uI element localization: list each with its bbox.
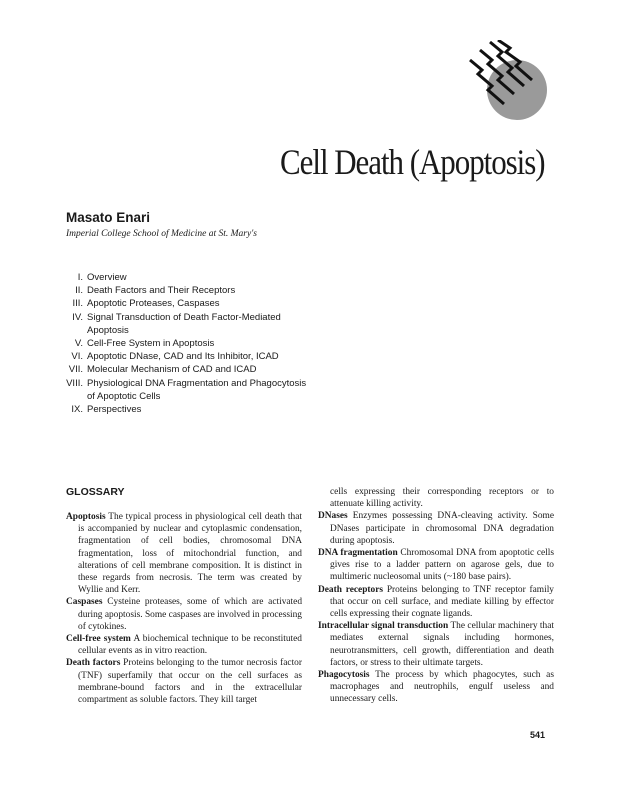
toc-item	[50, 377, 307, 403]
toc-text: Cell-Free System in Apoptosis	[87, 338, 215, 350]
glossary-term: Apoptosis	[66, 512, 106, 522]
toc-item	[50, 363, 307, 376]
toc-text: Death Factors and Their Receptors	[87, 285, 236, 297]
glossary-entry	[66, 511, 302, 596]
glossary-entry	[318, 669, 554, 706]
glossary-entry	[318, 620, 554, 669]
toc-text: Signal Transduction of Death Factor-Mediated Apoptosis	[87, 311, 281, 336]
chapter-logo-icon	[462, 40, 557, 125]
toc-text: Physiological DNA Fragmentation and Phagocytosis of Apoptotic Cells	[87, 377, 307, 402]
toc-text: Perspectives	[87, 404, 142, 416]
toc-text: Molecular Mechanism of CAD and ICAD	[87, 364, 257, 376]
toc-number: IV.	[72, 311, 83, 323]
chapter-title: Cell Death (Apoptosis)	[280, 142, 545, 182]
glossary-entry	[66, 633, 302, 657]
toc-text: Apoptotic DNase, CAD and Its Inhibitor, ICAD	[87, 351, 279, 363]
table-of-contents	[50, 271, 307, 416]
glossary-term: Intracellular signal transduction	[318, 621, 449, 632]
glossary-term: Caspases	[66, 597, 103, 608]
page-number: 541	[529, 730, 545, 740]
glossary-term: Cell-free system	[66, 634, 131, 645]
glossary-definition: The cellular machinery that mediates external signals including hormones, neurotransmitters, cell growth, differentiation and death factors, or stress to their ultimate targets.	[330, 621, 554, 668]
glossary-definition: A biochemical technique to be reconstituted cellular events as in vitro reaction.	[78, 634, 302, 657]
toc-item	[50, 284, 307, 297]
author-affiliation: Imperial College School of Medicine at St. Mary's	[66, 229, 257, 239]
glossary-entry	[318, 510, 554, 547]
toc-number: VIII.	[66, 377, 83, 389]
toc-number: VI.	[71, 351, 83, 363]
glossary-term: DNA fragmentation	[318, 548, 398, 559]
toc-item	[50, 337, 307, 350]
glossary-heading: GLOSSARY	[66, 486, 125, 498]
toc-number: II.	[75, 285, 83, 297]
glossary-term: Death factors	[66, 658, 121, 669]
glossary-definition: Enzymes possessing DNA-cleaving activity. Some DNases participate in chromosomal DNA degradation during apoptosis.	[330, 511, 554, 546]
glossary-term: DNases	[318, 511, 348, 522]
toc-item	[50, 311, 307, 337]
glossary-entry	[66, 596, 302, 633]
glossary-definition: The process by which phagocytes, such as macrophages and neutrophils, engulf useless and unnecessary cells.	[330, 670, 554, 705]
toc-number: I.	[77, 272, 83, 283]
glossary-entry	[318, 547, 554, 584]
toc-text: Apoptotic Proteases, Caspases	[87, 298, 220, 310]
glossary-term: Phagocytosis	[318, 670, 370, 681]
glossary-definition: The typical process in physiological cell death that is accompanied by nuclear and cytoplasmic condensation, fragmentation of cell bodies, chromosomal DNA fragmentation, loss of mitochondrial function, and alterations of cell membrane composition. It is distinct in these regards from necrosis. The term was created by Wyllie and Kerr.	[78, 512, 302, 596]
toc-item	[50, 297, 307, 310]
author-name: Masato Enari	[66, 210, 151, 225]
toc-number: III.	[72, 298, 83, 310]
toc-item	[50, 403, 307, 416]
glossary-definition: Cysteine proteases, some of which are activated during apoptosis. Some caspases are involved in processing of cytokines.	[78, 597, 303, 632]
toc-number: V.	[74, 338, 83, 350]
glossary-definition: Chromosomal DNA from apoptotic cells gives rise to a ladder pattern on agarose gels, due to multimeric nucleosomal units (~180 base pairs).	[330, 548, 555, 583]
glossary-entry	[66, 657, 302, 706]
toc-item	[50, 271, 307, 284]
toc-text: Overview	[87, 272, 127, 283]
glossary-right-column	[318, 486, 554, 706]
glossary-definition: Proteins belonging to TNF receptor family that occur on cell surface, and mediate killing by effector cells expressing their cognate ligands.	[330, 584, 554, 620]
glossary-definition: Proteins belonging to the tumor necrosis factor (TNF) superfamily that occur on the cell surfaces as membrane-bound factors and in the extracellular compartment as soluble factors. They kill target	[78, 658, 302, 706]
toc-number: IX.	[71, 404, 83, 416]
toc-item	[50, 350, 307, 363]
toc-number: VII.	[68, 364, 83, 376]
glossary-left-column	[66, 511, 302, 706]
glossary-entry	[318, 584, 554, 621]
glossary-term: Death receptors	[318, 584, 384, 595]
glossary-continuation: cells expressing their corresponding receptors or to attenuate killing activity.	[330, 487, 554, 510]
